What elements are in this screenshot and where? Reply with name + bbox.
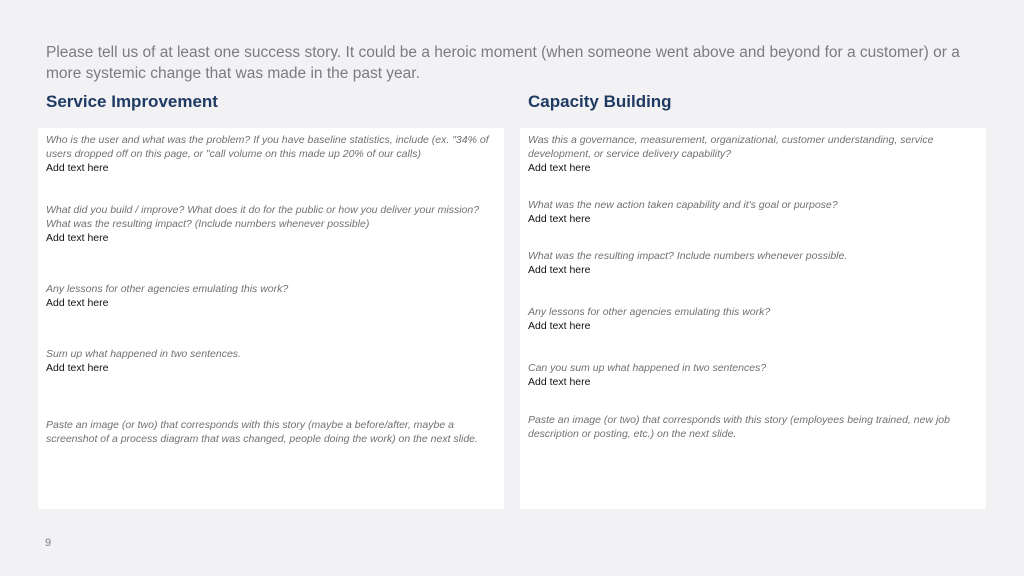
question-text: Can you sum up what happened in two sentences? [528,362,767,374]
answer-field[interactable]: Add text here [46,297,109,309]
question-text: Paste an image (or two) that corresponds with this story (employees being trained, new job description or posting, etc.) on the next slide. [528,414,950,440]
service-improvement-title: Service Improvement [46,92,218,111]
answer-field[interactable]: Add text here [46,362,109,374]
question-block [528,413,976,441]
capacity-building-title: Capacity Building [528,92,672,111]
question-block [46,203,494,245]
question-block [528,305,976,333]
question-block [46,418,494,446]
question-text: Any lessons for other agencies emulating this work? [46,283,289,295]
service-improvement-panel [38,128,504,509]
question-block [46,282,494,310]
question-text: Any lessons for other agencies emulating this work? [528,306,771,318]
question-block [46,133,494,175]
question-text: Paste an image (or two) that corresponds with this story (maybe a before/after, maybe a screenshot of a process diagram that was changed, people doing the work) on the next slide. [46,419,478,445]
intro-text: Please tell us of at least one success story. It could be a heroic moment (when someone went above and beyond for a customer) or a more systemic change that was made in the past year. [46,44,960,82]
question-block [528,133,976,175]
question-block [46,347,494,375]
question-block [528,198,976,226]
question-block [528,249,976,277]
question-block [528,361,976,389]
question-text: Who is the user and what was the problem? If you have baseline statistics, include (ex. "34% of users dropped off on this page, or "call volume on this made up 20% of our calls) [46,134,489,160]
question-text: Sum up what happened in two sentences. [46,348,241,360]
question-text: What was the new action taken capability and it's goal or purpose? [528,199,838,211]
answer-field[interactable]: Add text here [528,376,591,388]
answer-field[interactable]: Add text here [528,162,591,174]
question-text: What did you build / improve? What does it do for the public or how you deliver your mission? What was the resulting impact? (Include numbers whenever possible) [46,204,480,230]
answer-field[interactable]: Add text here [528,213,591,225]
question-text: Was this a governance, measurement, organizational, customer understanding, service development, or service delivery capability? [528,134,934,160]
question-text: What was the resulting impact? Include numbers whenever possible. [528,250,848,262]
capacity-building-panel [520,128,986,509]
answer-field[interactable]: Add text here [46,232,109,244]
answer-field[interactable]: Add text here [528,264,591,276]
page-number: 9 [45,537,52,549]
answer-field[interactable]: Add text here [528,320,591,332]
answer-field[interactable]: Add text here [46,162,109,174]
